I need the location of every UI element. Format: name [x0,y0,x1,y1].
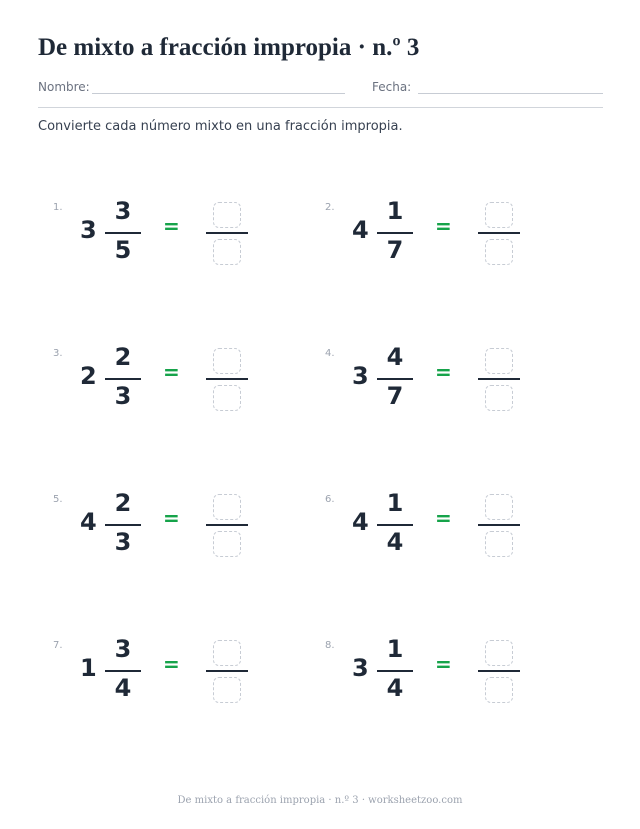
whole-number: 4 [352,216,369,244]
problem-4 [325,343,545,428]
answer-fraction-bar [478,524,520,526]
denominator: 7 [386,236,404,264]
answer-numerator-box[interactable] [213,640,241,666]
answer-numerator-box[interactable] [213,202,241,228]
numerator: 1 [386,197,404,225]
answer-denominator-box[interactable] [485,385,513,411]
answer-fraction-bar [478,670,520,672]
fraction-bar [377,524,413,526]
answer-numerator-box[interactable] [485,202,513,228]
numerator: 4 [386,343,404,371]
denominator: 5 [114,236,132,264]
answer-denominator-box[interactable] [213,531,241,557]
problem-number: 5. [53,494,63,505]
footer: De mixto a fracción impropia · n.º 3 · worksheetzoo.com [177,795,463,806]
answer-numerator-box[interactable] [485,640,513,666]
answer-fraction-bar [206,670,248,672]
answer-denominator-box[interactable] [213,385,241,411]
date-label: Fecha: [372,80,412,94]
numerator: 1 [386,489,404,517]
problem-6 [325,489,545,574]
denominator: 4 [386,674,404,702]
numerator: 3 [114,197,132,225]
whole-number: 2 [80,362,97,390]
equals-sign: = [435,214,452,238]
fraction-bar [105,524,141,526]
instructions: Convierte cada número mixto en una fracción impropia. [38,119,403,134]
equals-sign: = [163,214,180,238]
numerator: 1 [386,635,404,663]
problem-number: 6. [325,494,335,505]
equals-sign: = [163,360,180,384]
answer-denominator-box[interactable] [485,239,513,265]
whole-number: 1 [80,654,97,682]
equals-sign: = [163,506,180,530]
equals-sign: = [163,652,180,676]
denominator: 3 [114,528,132,556]
numerator: 2 [114,489,132,517]
problem-7 [53,635,273,720]
answer-denominator-box[interactable] [485,531,513,557]
problem-number: 8. [325,640,335,651]
answer-denominator-box[interactable] [213,677,241,703]
problem-8 [325,635,545,720]
name-field[interactable] [92,93,345,94]
fraction-bar [377,670,413,672]
answer-denominator-box[interactable] [485,677,513,703]
answer-numerator-box[interactable] [213,494,241,520]
fraction-bar [377,232,413,234]
denominator: 4 [386,528,404,556]
problem-number: 2. [325,202,335,213]
equals-sign: = [435,652,452,676]
answer-numerator-box[interactable] [485,348,513,374]
numerator: 3 [114,635,132,663]
header-divider [38,107,603,108]
whole-number: 4 [80,508,97,536]
name-label: Nombre: [38,80,90,94]
fraction-bar [105,378,141,380]
page-title: De mixto a fracción impropia · n.º 3 [38,34,420,61]
answer-numerator-box[interactable] [213,348,241,374]
whole-number: 3 [80,216,97,244]
denominator: 4 [114,674,132,702]
answer-numerator-box[interactable] [485,494,513,520]
equals-sign: = [435,360,452,384]
problem-5 [53,489,273,574]
whole-number: 3 [352,362,369,390]
denominator: 7 [386,382,404,410]
whole-number: 3 [352,654,369,682]
date-field[interactable] [418,93,603,94]
denominator: 3 [114,382,132,410]
whole-number: 4 [352,508,369,536]
problem-number: 1. [53,202,63,213]
equals-sign: = [435,506,452,530]
answer-fraction-bar [206,524,248,526]
fraction-bar [105,232,141,234]
answer-fraction-bar [478,378,520,380]
fraction-bar [377,378,413,380]
problem-number: 7. [53,640,63,651]
answer-fraction-bar [478,232,520,234]
problem-1 [53,197,273,282]
fraction-bar [105,670,141,672]
answer-denominator-box[interactable] [213,239,241,265]
problem-number: 4. [325,348,335,359]
problem-3 [53,343,273,428]
answer-fraction-bar [206,232,248,234]
answer-fraction-bar [206,378,248,380]
numerator: 2 [114,343,132,371]
problem-2 [325,197,545,282]
problem-number: 3. [53,348,63,359]
